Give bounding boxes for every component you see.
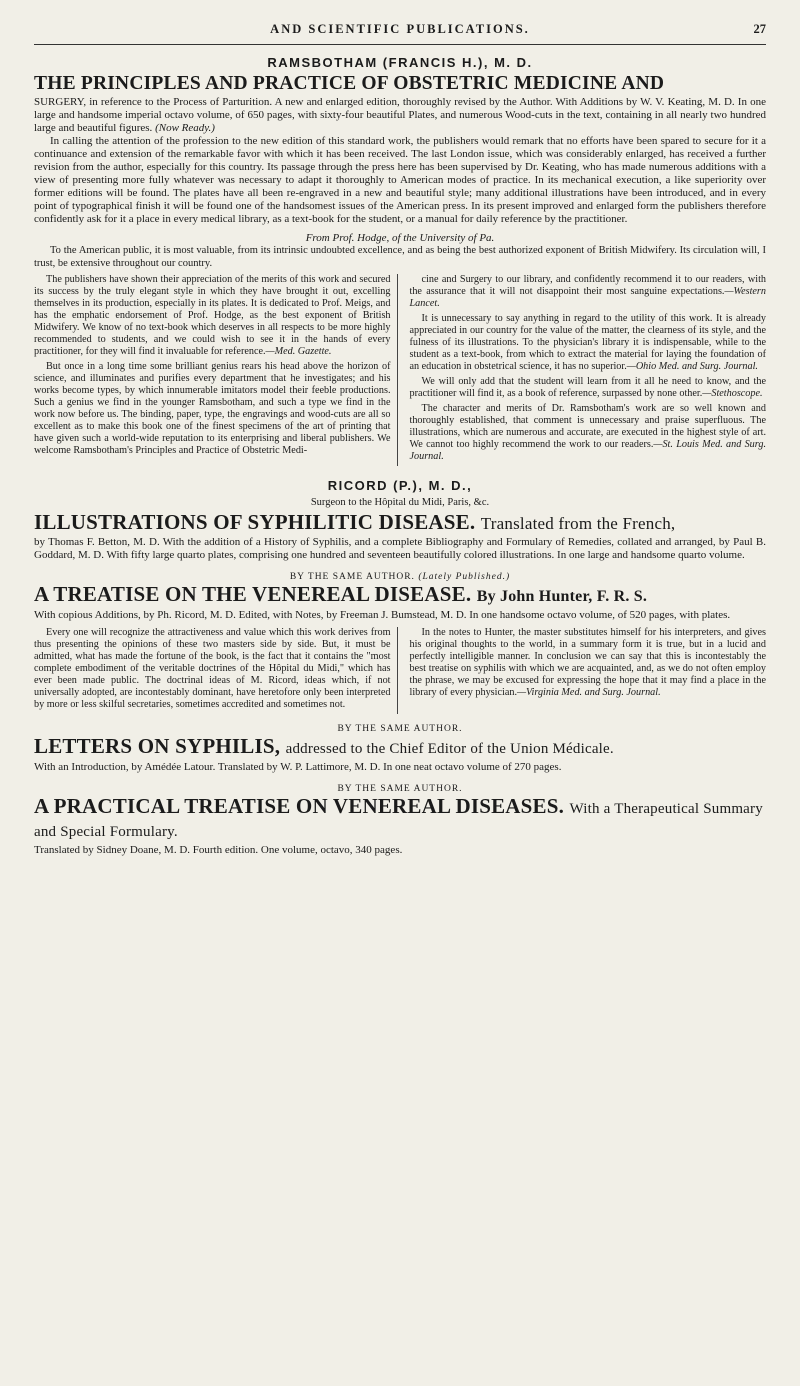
by-same-author: BY THE SAME AUTHOR. — [337, 724, 463, 734]
reviews-right-column — [410, 627, 767, 714]
author-subheading: Surgeon to the Hôpital du Midi, Paris, &c. — [310, 497, 490, 508]
review-text — [34, 274, 391, 358]
book-title — [34, 512, 766, 534]
reviews-right-column — [410, 274, 767, 466]
description-text: SURGERY, in reference to the Process of Parturition. A new and enlarged edition, thoroughly revised by the Author. With Additions by W. V. Keating, M. D. In one large and handsome imperial octavo volume, of 650 pages, with sixty-four beautiful Plates, and numerous Wood-cuts in the text, containing in all nearly two hundred large and beautiful figures. — [34, 96, 766, 134]
book-description: With an Introduction, by Amédée Latour. Translated by W. P. Lattimore, M. D. In one neat octavo volume of 270 pages. — [34, 761, 562, 773]
review-body: We will only add that the student will learn from it all he need to know, and the practitioner will find it, as a book of reference, surpassed by none other. — [409, 376, 766, 399]
publisher-notice: In calling the attention of the profession to the new edition of this standard work, the publishers would remark that no efforts have been spared to secure for it a continuance and extension of the remarkable favor with which it has been received. The last London issue, which was considerably enlarged, has received a further revision from the author, especially for this country. Its passage through the press here has been supervised by Dr. Keating, who has made numerous additions with a view of presenting more fully whatever was necessary to adapt it thoroughly to American modes of practice. In its mechanical execution, a like superiority over former editions will be found. The plates have all been re-engraved in a new and beautiful style; many additional illustrations have been introduced, and in every point of typographical finish it will be found one of the handsomest issues of the American press. In its present improved and enlarged form the publishers therefore confidently ask for it a place in every medical library, as a text-book for the student, or a manual for daily reference by the practitioner. — [34, 135, 766, 225]
author-heading: RAMSBOTHAM (FRANCIS H.), M. D. — [267, 55, 533, 70]
review-text — [410, 274, 767, 310]
title-main: ILLUSTRATIONS OF SYPHILITIC DISEASE. — [34, 510, 476, 534]
lately-note: (Lately Published.) — [418, 572, 511, 582]
book-description: Translated by Sidney Doane, M. D. Fourth edition. One volume, octavo, 340 pages. — [34, 844, 403, 856]
by-same-author: BY THE SAME AUTHOR. — [337, 784, 463, 794]
review-body: The publishers have shown their appreciation of the merits of this work and secured its success by the truly elegant style in which they have brought it out, excelling themselves in its production, especially in its plates. It is dedicated to Prof. Meigs, and has the emphatic endorsement of Prof. Hodge, as the best exponent of British Midwifery. We know of no text-book which deserves in all respects to be more highly recommended to students, and we could wish to see it in the hands of every practitioner, for they will find it invaluable for reference. — [34, 274, 391, 357]
book-title — [34, 796, 766, 842]
review-text: But once in a long time some brilliant genius rears his head above the horizon of science, and illuminates and purifies every department that he investigates; and his works become types, by which innumerable imitators model their feeble productions. Such a genius we find in the younger Ramsbotham, and such a type we find in the work now before us. The binding, paper, type, the engravings and wood-cuts are all so excellent as to make this book one of the finest specimens of the art of printing that have given such a world-wide reputation to its enterprising and liberal publishers. We welcome Ramsbotham's Principles and Practice of Obstetric Medi- — [34, 361, 391, 456]
review-text — [410, 627, 767, 699]
review-text — [410, 403, 767, 463]
book-title: THE PRINCIPLES AND PRACTICE OF OBSTETRIC MEDICINE AND — [34, 73, 665, 94]
header-rule — [34, 44, 766, 45]
title-main: A PRACTICAL TREATISE ON VENEREAL DISEASES. — [34, 794, 565, 818]
review-source: —Virginia Med. and Surg. Journal. — [517, 687, 661, 698]
review-source: —Ohio Med. and Surg. Journal. — [626, 361, 758, 372]
quote-source-heading: From Prof. Hodge, of the University of Pa. — [305, 232, 495, 244]
by-same-text: BY THE SAME AUTHOR. — [289, 572, 415, 582]
running-head — [34, 16, 766, 42]
book-description — [34, 96, 766, 135]
reviews-left-column — [34, 274, 398, 466]
ready-note: (Now Ready.) — [155, 122, 215, 134]
review-text — [410, 313, 767, 373]
by-same-author — [34, 572, 766, 582]
title-main: LETTERS ON SYPHILIS, — [34, 734, 281, 758]
reviews-columns — [34, 627, 766, 714]
title-rest: By John Hunter, F. R. S. — [476, 588, 648, 605]
review-body: It is unnecessary to say anything in regard to the utility of this work. It is already appreciated in our country for the value of the matter, the clearness of its style, and the fulness of its illustrations. To the physician's library it is indispensable, while to the student as a text-book, from which to extract the material for laying the foundation of an education in obstetrical science, it has no superior. — [409, 313, 766, 372]
book-description: With copious Additions, by Ph. Ricord, M. D. Edited, with Notes, by Freeman J. Bumstead, M. D. In one handsome octavo volume, of 520 pages, with plates. — [34, 609, 731, 621]
review-text — [410, 376, 767, 400]
review-text: Every one will recognize the attractiveness and value which this work derives from thus presenting the opinions of these two masters side by side. But, it must be admitted, what has made the fortune of the book, is the fact that it contains the "most complete embodiment of the veritable doctrines of the Hôpital du Midi," which has ever been made public. The doctrinal ideas of M. Ricord, ideas which, if not universally adopted, are incontestably dominant, have heretofore only been interpreted by more or less skilful secretaries, sometimes accredited and sometimes not. — [34, 627, 391, 710]
reviews-left-column — [34, 627, 398, 714]
book-title — [34, 584, 766, 607]
title-main: A TREATISE ON THE VENEREAL DISEASE. — [34, 582, 472, 606]
review-source: —Med. Gazette. — [265, 346, 332, 357]
running-title: AND SCIENTIFIC PUBLICATIONS. — [270, 22, 530, 36]
review-body: In the notes to Hunter, the master substitutes himself for his interpreters, and gives his original thoughts to the world, in a summary form it is true, but in a lucid and perfectly intelligible manner. In conclusion we can say that this is incontestably the best treatise on syphilis with which we are acquainted, and, as we do not often employ the phrase, we may be excused for expressing the hope that it may find a place in the library of every physician. — [409, 627, 766, 698]
reviews-columns — [34, 274, 766, 466]
review-body: The character and merits of Dr. Ramsbotham's work are so well known and thoroughly established, that comment is unnecessary and praise superfluous. The illustrations, which are numerous and accurate, are executed in the highest style of art. We cannot too highly recommend the work to our readers. — [409, 403, 766, 450]
book-description: by Thomas F. Betton, M. D. With the addition of a History of Syphilis, and a complete Bibliography and Formulary of Remedies, collated and arranged, by Paul B. Goddard, M. D. With fifty large quarto plates, comprising one hundred and seventeen beautifully colored illustrations. In one large and handsome quarto volume. — [34, 536, 766, 561]
title-rest: addressed to the Chief Editor of the Union Médicale. — [285, 741, 614, 757]
review-source: —Western Lancet. — [409, 286, 766, 309]
review-source: —St. Louis Med. and Surg. Journal. — [409, 439, 766, 462]
quote-intro: To the American public, it is most valuable, from its intrinsic undoubted excellence, and as being the best authorized exponent of British Midwifery. Its circulation will, I trust, be extensive throughout our country. — [34, 245, 766, 269]
book-title — [34, 736, 766, 759]
review-source: —Stethoscope. — [702, 388, 763, 399]
title-rest: Translated from the French, — [480, 514, 676, 533]
page-number: 27 — [753, 22, 766, 36]
review-body: cine and Surgery to our library, and confidently recommend it to our readers, with the assurance that it will not disappoint their most sanguine expectations. — [409, 274, 766, 297]
author-heading: RICORD (P.), M. D., — [327, 478, 473, 493]
title-rest: With a Therapeutical Summary and Special Formulary. — [34, 801, 763, 840]
